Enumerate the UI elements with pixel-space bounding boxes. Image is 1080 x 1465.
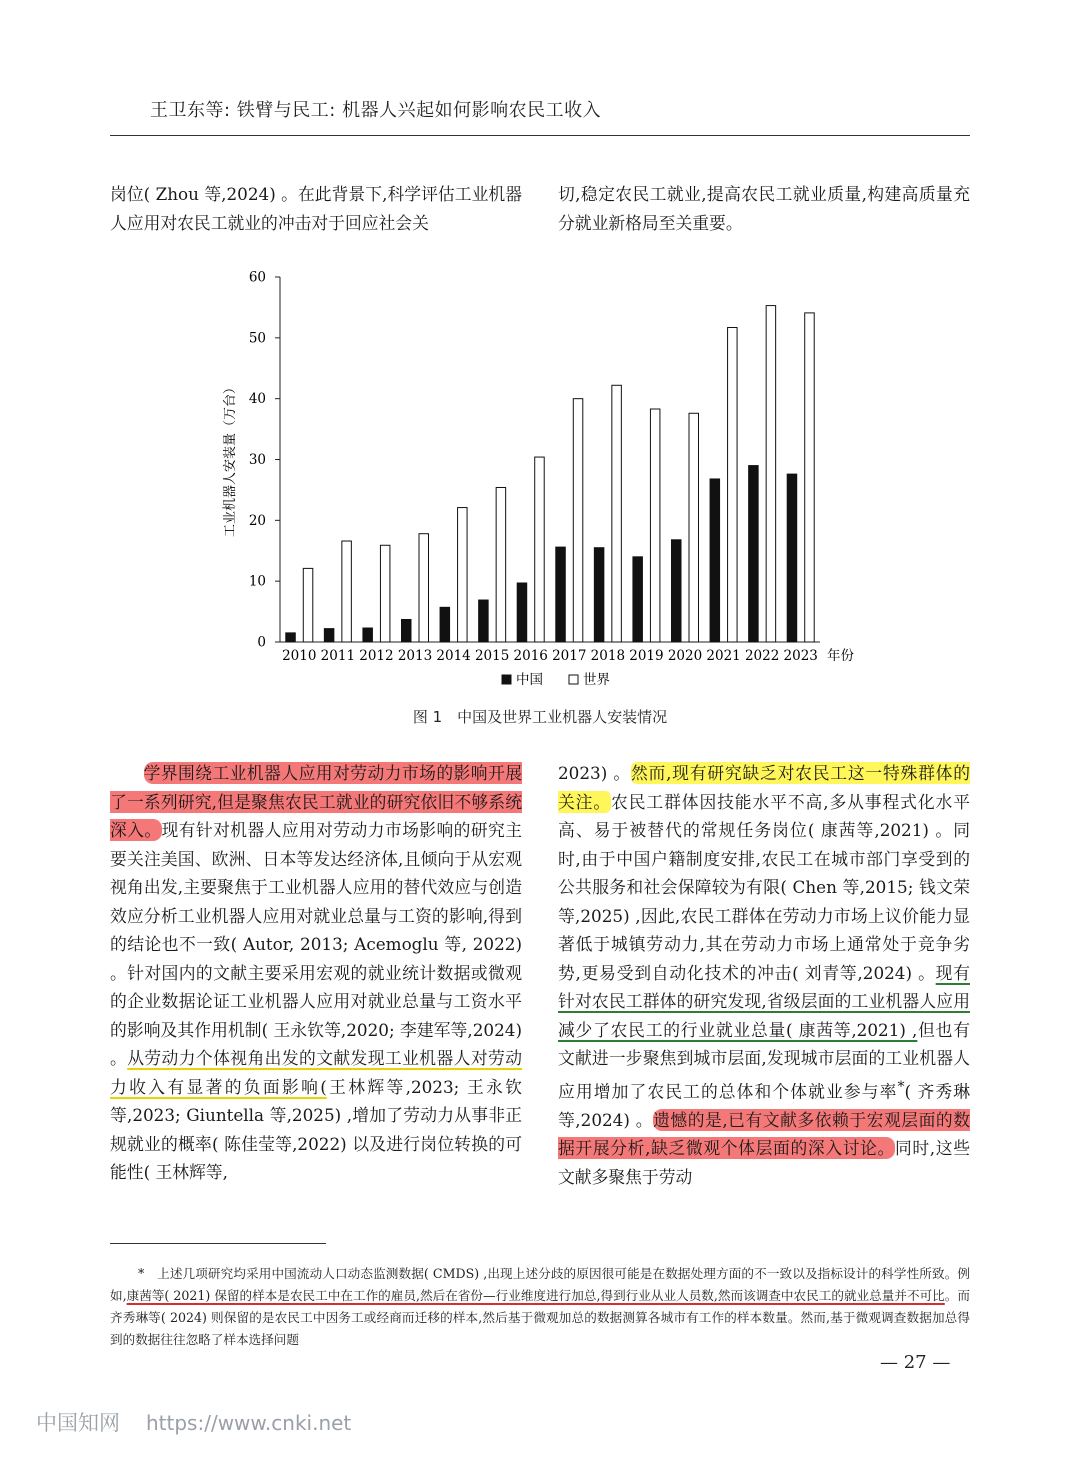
header-rule <box>110 135 970 136</box>
figure-caption: 图 1 中国及世界工业机器人安装情况 <box>412 708 668 726</box>
bar-world-2011 <box>342 541 352 642</box>
footnote-mark: * <box>138 1266 145 1281</box>
highlight-red: 遗憾的是,已有文献多依赖于宏观层面的数据开展分析,缺乏微观个体层面的深入讨论。 <box>558 1109 970 1159</box>
footnote-marker: * <box>897 1078 905 1095</box>
highlight-red: 学界围绕工业机器人应用对劳动力市场的影响开展了一系列研究,但是聚焦农民工就业的研究依旧不够系统深入。 <box>110 763 522 840</box>
footnote-text: 上述几项研究均采用中国流动人口动态监测数据( CMDS) ,出现上述分歧的原因很可能是在数据处理方面的不一致以及指标设计的科学性所致。例如, <box>110 1266 970 1303</box>
y-axis-label: 工业机器人安装量（万台） <box>223 380 238 538</box>
body-text: 但也有文献进一步聚焦到城市层面,发现城市层面的工业机器人应用增加了农民工的总体和个体就业参与率 <box>558 1019 970 1102</box>
bar-world-2010 <box>303 568 313 642</box>
chart-legend <box>502 671 611 688</box>
bar-chart <box>215 262 865 694</box>
y-tick-label: 60 <box>248 269 266 286</box>
bar-world-2016 <box>535 457 545 642</box>
bar-world-2012 <box>380 545 390 642</box>
x-tick-label: 2014 <box>436 648 471 664</box>
bar-china-2017 <box>556 547 566 642</box>
x-tick-label: 2021 <box>706 648 741 664</box>
body-text: 现有针对机器人应用对劳动力市场影响的研究主要关注美国、欧洲、日本等发达经济体,且倾向于从宏观视角出发,主要聚焦于工业机器人应用的替代效应与创造效应分析工业机器人应用对就业总量与工资的影响,得到的结论也不一致( Autor, 2013; Acemoglu 等, 2022) 。针对国内的文献主要采用宏观的就业统计数据或微观的企业数据论证工业机器人应用对就业总量与工资水平的影响及其作用机制( 王永钦等,2020; 李建军等,2024) 。 <box>110 820 522 1068</box>
body-right-column <box>558 759 970 1191</box>
body-left-column <box>110 759 522 1187</box>
bar-china-2012 <box>363 628 373 642</box>
x-tick-label: 2015 <box>474 648 510 664</box>
legend-swatch-china <box>502 675 511 684</box>
y-tick-label: 10 <box>248 573 266 590</box>
bar-world-2015 <box>496 487 506 642</box>
underline-red: 康茜等( 2021) 保留的样本是农民工中在工作的雇员,然后在省份—行业维度进行加总,得到行业从业人员数,然而该调查中农民工的就业总量并不可比 <box>126 1288 945 1303</box>
bar-world-2022 <box>766 306 776 642</box>
bar-world-2021 <box>728 327 738 642</box>
bar-china-2022 <box>749 466 759 642</box>
y-tick-label: 30 <box>248 452 266 468</box>
bar-world-2013 <box>419 534 429 642</box>
bar-world-2019 <box>650 409 660 642</box>
running-header: 王卫东等: 铁臂与民工: 机器人兴起如何影响农民工收入 <box>150 100 602 121</box>
bar-china-2016 <box>517 583 527 642</box>
legend-label-world: 世界 <box>583 672 610 688</box>
body-text: 2023) 。 <box>558 763 631 783</box>
intro-left-column: 岗位( Zhou 等,2024) 。在此背景下,科学评估工业机器人应用对农民工就业的冲击对于回应社会关 <box>110 184 522 233</box>
figure-1-chart <box>215 262 865 694</box>
footnote <box>110 1263 970 1351</box>
bar-china-2018 <box>594 548 604 642</box>
y-tick-label: 20 <box>248 512 266 529</box>
bar-china-2014 <box>440 607 450 642</box>
bar-world-2023 <box>805 313 815 642</box>
x-axis-unit-label: 年份 <box>827 648 854 664</box>
bar-china-2023 <box>787 474 797 642</box>
bar-world-2020 <box>689 413 699 642</box>
x-tick-label: 2019 <box>629 648 664 664</box>
bar-world-2018 <box>612 385 622 642</box>
legend-label-china: 中国 <box>516 672 543 688</box>
bar-china-2020 <box>672 540 682 642</box>
body-text: 农民工群体因技能水平不高,多从事程式化水平高、易于被替代的常规任务岗位( 康茜等,2021) 。同时,由于中国户籍制度安排,农民工在城市部门享受到的公共服务和社会保障较为有限( Chen 等,2015; 钱文荣等,2025) ,因此,农民工群体在劳动力市场上议价能力显著低于城镇劳动力,其在劳动力市场上通常处于竞争劣势,更易受到自动化技术的冲击( 刘青等,2024) 。 <box>558 791 970 983</box>
highlight-yellow: 然而,现有研究缺乏对农民工这一特殊群体的关注。 <box>558 763 970 812</box>
footnote-text: 。而齐秀琳等( 2024) 则保留的是农民工中因务工或经商而迁移的样本,然后基于微观加总的数据测算各城市有工作的样本数量。然而,基于微观调查数据加总得到的数据往往忽略了样本选择问题 <box>110 1288 970 1347</box>
bar-world-2014 <box>458 508 468 642</box>
legend-swatch-world <box>569 675 578 684</box>
x-tick-label: 2016 <box>513 648 548 664</box>
x-tick-label: 2022 <box>744 648 780 664</box>
x-tick-label: 2017 <box>552 648 587 664</box>
y-tick-label: 40 <box>248 391 266 408</box>
body-text: 王林辉等,2023; 王永钦等,2023; Giuntella 等,2025) ,增加了劳动力从事非正规就业的概率( 陈佳莹等,2022) 以及进行岗位转换的可能性( 王林辉等, <box>110 1076 522 1182</box>
bar-world-2017 <box>573 399 583 642</box>
bar-china-2013 <box>402 619 412 642</box>
bar-china-2010 <box>286 633 296 642</box>
footnote-rule <box>110 1243 326 1244</box>
bar-china-2021 <box>710 479 720 642</box>
x-tick-label: 2018 <box>590 648 626 664</box>
bar-china-2015 <box>479 600 489 642</box>
x-tick-label: 2011 <box>320 648 356 664</box>
bar-china-2019 <box>633 557 643 642</box>
x-tick-label: 2010 <box>282 648 317 664</box>
y-tick-label: 50 <box>248 330 266 347</box>
watermark-url: https://www.cnki.net <box>146 1411 352 1435</box>
underline-yellow: 从劳动力个体视角出发的文献发现工业机器人对劳动力收入有显著的负面影响( <box>110 1048 522 1097</box>
x-tick-label: 2013 <box>397 648 433 664</box>
watermark-brand: 中国知网 <box>36 1411 120 1435</box>
body-text: 同时,这些文献多聚焦于劳动 <box>558 1138 970 1187</box>
y-tick-label: 0 <box>257 634 266 651</box>
bar-china-2011 <box>324 629 334 642</box>
x-tick-label: 2012 <box>359 648 394 664</box>
page-number: — 27 — <box>880 1352 951 1373</box>
body-text: ( 齐秀琳等,2024) 。 <box>558 1081 970 1130</box>
x-tick-label: 2020 <box>667 648 703 664</box>
underline-green: 现有针对农民工群体的研究发现,省级层面的工业机器人应用减少了农民工的行业就业总量( 康茜等,2021) , <box>558 962 970 1040</box>
x-tick-label: 2023 <box>783 648 818 664</box>
cnki-watermark <box>36 1407 351 1437</box>
intro-right-column: 切,稳定农民工就业,提高农民工就业质量,构建高质量充分就业新格局至关重要。 <box>558 184 970 233</box>
